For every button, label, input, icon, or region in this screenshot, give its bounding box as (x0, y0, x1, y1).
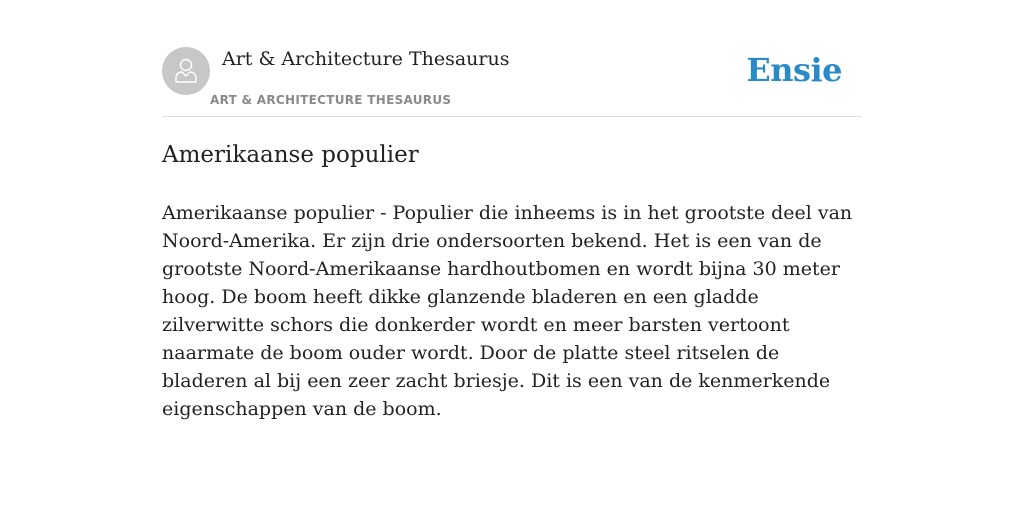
article-body: Amerikaanse populier - Populier die inheems is in het grootste deel van Noord-Amerika. Er zijn drie ondersoorten bekend. Het is een van de grootste Noord-Amerikaanse hardhoutbomen en wordt bijna 30 meter hoog. De boom heeft dikke glanzende bladeren en een gladde zilverwitte schors die donkerder wordt en meer barsten vertoont naarmate de boom ouder wordt. Door de platte steel ritselen de bladeren al bij een zeer zacht briesje. Dit is een van de kenmerkende eigenschappen van de boom. (162, 202, 853, 420)
article-title: Amerikaanse populier (162, 142, 419, 168)
source-label[interactable]: ART & ARCHITECTURE THESAURUS (210, 93, 452, 107)
author-name-link[interactable]: Art & Architecture Thesaurus (222, 48, 510, 70)
author-avatar[interactable] (162, 47, 210, 95)
user-outline-icon (174, 57, 198, 83)
article-content (162, 138, 862, 423)
article-header (162, 46, 862, 117)
ensie-logo[interactable]: Ensie (746, 51, 842, 89)
